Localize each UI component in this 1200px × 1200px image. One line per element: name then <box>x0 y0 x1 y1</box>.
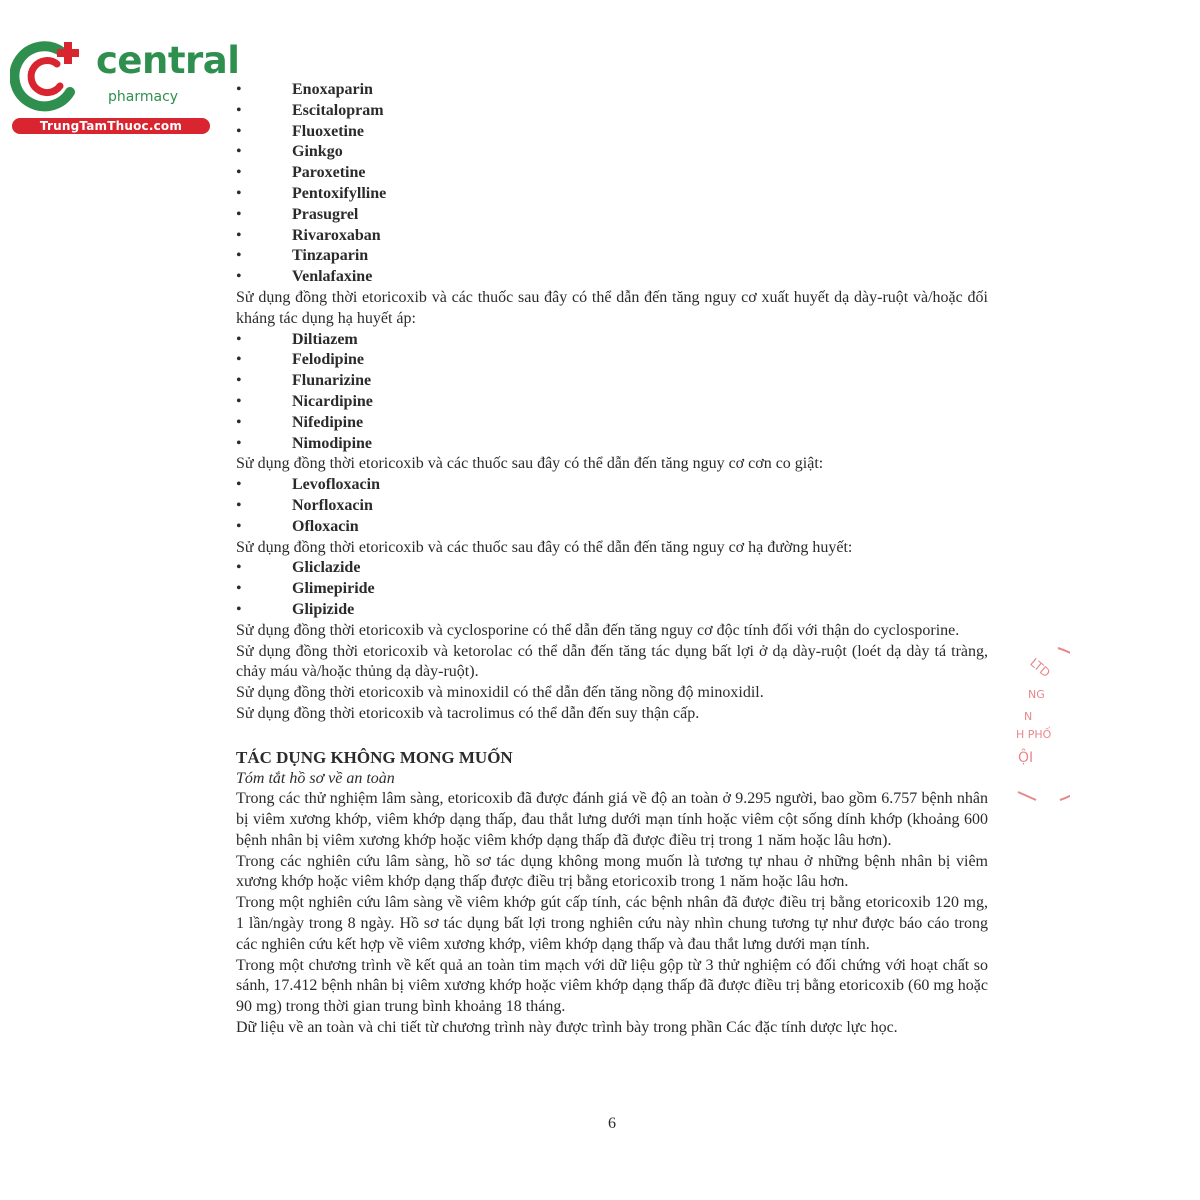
drug-name: Nicardipine <box>292 392 373 410</box>
drug-name: Enoxaparin <box>292 81 373 98</box>
stamp-text-3: N <box>1024 710 1033 723</box>
drug-name: Glipizide <box>292 600 355 618</box>
bullet-icon: • <box>236 496 242 514</box>
drug-name: Fluoxetine <box>292 122 364 140</box>
bullet-icon: • <box>236 330 242 348</box>
stamp-text-5: ỘI <box>1018 750 1034 766</box>
list-item <box>236 246 988 267</box>
drug-name: Diltiazem <box>292 330 358 348</box>
list-item <box>236 330 988 351</box>
drug-name: Gliclazide <box>292 559 361 577</box>
drug-name: Ginkgo <box>292 143 343 161</box>
drug-list-seizure <box>236 475 988 537</box>
bullet-icon: • <box>236 205 242 223</box>
central-pharmacy-logo[interactable] <box>10 38 240 138</box>
bullet-icon: • <box>236 81 242 98</box>
drug-list-hypoglycemia <box>236 558 988 620</box>
bullet-icon: • <box>236 517 242 535</box>
document-body <box>236 80 988 1039</box>
drug-list-hypotension <box>236 330 988 455</box>
seal-stamp <box>1010 640 1070 810</box>
bullet-icon: • <box>236 372 242 390</box>
bullet-icon: • <box>236 268 242 286</box>
paragraph-tacrolimus: Sử dụng đồng thời etoricoxib và tacrolimus có thể dẫn đến suy thận cấp. <box>236 704 700 722</box>
bullet-icon: • <box>236 413 242 431</box>
stamp-text-2: NG <box>1028 688 1045 701</box>
list-item <box>236 371 988 392</box>
logo-subtitle: pharmacy <box>108 89 179 105</box>
drug-name: Glimepiride <box>292 580 375 598</box>
bullet-icon: • <box>236 580 242 598</box>
list-item <box>236 600 988 621</box>
bullet-icon: • <box>236 164 242 182</box>
drug-name: Felodipine <box>292 351 365 369</box>
drug-name: Rivaroxaban <box>292 226 381 244</box>
logo-url: TrungTamThuoc.com <box>12 118 210 134</box>
paragraph-bleeding-risk: Sử dụng đồng thời etoricoxib và các thuốc sau đây có thể dẫn đến tăng nguy cơ xuất huyết dạ dày-ruột và/hoặc đối kháng tác dụng hạ huyết áp: <box>236 288 988 327</box>
bullet-icon: • <box>236 434 242 452</box>
bullet-icon: • <box>236 392 242 410</box>
list-item <box>236 205 988 226</box>
paragraph-long-term: Trong các nghiên cứu lâm sàng, hồ sơ tác dụng không mong muốn là tương tự nhau ở những bệnh nhân bị viêm xương khớp hoặc viêm khớp dạng thấp được điều trị bằng etoricoxib trong 1 năm hoặc lâu hơn. <box>236 852 988 891</box>
paragraph-ketorolac: Sử dụng đồng thời etoricoxib và ketorolac có thể dẫn đến tăng tác dụng bất lợi ở dạ dày-ruột (loét dạ dày tá tràng, chảy máu và/hoặc thủng dạ dày-ruột). <box>236 642 988 681</box>
page-number: 6 <box>608 1115 616 1132</box>
drug-name: Ofloxacin <box>292 517 359 535</box>
drug-name: Venlafaxine <box>292 268 373 286</box>
logo-name: central <box>96 39 240 82</box>
paragraph-minoxidil: Sử dụng đồng thời etoricoxib và minoxidil có thể dẫn đến tăng nồng độ minoxidil. <box>236 684 764 702</box>
list-item <box>236 392 988 413</box>
list-item <box>236 558 988 579</box>
bullet-icon: • <box>236 351 242 369</box>
paragraph-cv-program: Trong một chương trình về kết quả an toàn tim mạch với dữ liệu gộp từ 3 thử nghiệm có đối chứng với hoạt chất so sánh, 17.412 bệnh nhân bị viêm xương khớp hoặc viêm khớp dạng thấp đã được điều trị bằng etoricoxib (60 mg hoặc 90 mg) trong thời gian trung bình khoảng 18 tháng. <box>236 956 988 1016</box>
paragraph-safety-trials: Trong các thử nghiệm lâm sàng, etoricoxib đã được đánh giá về độ an toàn ở 9.295 người, bao gồm 6.757 bệnh nhân bị viêm xương khớp, viêm khớp dạng thấp, đau thắt lưng dưới mạn tính hoặc viêm cột sống dính khớp (khoảng 600 bệnh nhân bị viêm xương khớp hoặc viêm khớp dạng thấp đã được điều trị trong 1 năm hoặc lâu hơn). <box>236 790 988 849</box>
list-item <box>236 184 988 205</box>
list-item <box>236 579 988 600</box>
paragraph-cyclosporine: Sử dụng đồng thời etoricoxib và cyclosporine có thể dẫn đến tăng nguy cơ độc tính đối với thận do cyclosporine. <box>236 621 960 639</box>
list-item <box>236 142 988 163</box>
list-item <box>236 413 988 434</box>
bullet-icon: • <box>236 143 242 161</box>
bullet-icon: • <box>236 476 242 494</box>
stamp-text-4: H PHỐ <box>1016 728 1052 741</box>
drug-name: Nimodipine <box>292 434 373 452</box>
list-item <box>236 517 988 538</box>
list-item <box>236 101 988 122</box>
list-item <box>236 80 988 101</box>
stamp-text-1: LTD <box>1027 655 1053 681</box>
list-item <box>236 434 988 455</box>
bullet-icon: • <box>236 600 242 618</box>
bullet-icon: • <box>236 184 242 202</box>
list-item <box>236 267 988 288</box>
drug-name: Paroxetine <box>292 164 366 182</box>
paragraph-gout-study: Trong một nghiên cứu lâm sàng về viêm khớp gút cấp tính, các bệnh nhân đã được điều trị bằng etoricoxib 120 mg, 1 lần/ngày trong 8 ngày. Hồ sơ tác dụng bất lợi trong nghiên cứu này nhìn chung tương tự như được báo cáo trong các nghiên cứu kết hợp về viêm xương khớp, viêm khớp dạng thấp và đau thắt lưng dưới mạn tính. <box>236 894 988 953</box>
drug-name: Prasugrel <box>292 205 359 223</box>
drug-name: Tinzaparin <box>292 247 369 265</box>
bullet-icon: • <box>236 226 242 244</box>
bullet-icon: • <box>236 247 242 265</box>
section-heading: TÁC DỤNG KHÔNG MONG MUỐN <box>236 747 513 767</box>
section-subheading: Tóm tắt hồ sơ về an toàn <box>236 769 395 787</box>
paragraph-hypoglycemia-risk: Sử dụng đồng thời etoricoxib và các thuốc sau đây có thể dẫn đến tăng nguy cơ hạ đường huyết: <box>236 538 853 556</box>
list-item <box>236 163 988 184</box>
bullet-icon: • <box>236 122 242 140</box>
paragraph-reference: Dữ liệu về an toàn và chi tiết từ chương trình này được trình bày trong phần Các đặc tính dược lực học. <box>236 1019 898 1037</box>
pharmacy-cross-icon <box>10 38 88 116</box>
bullet-icon: • <box>236 559 242 577</box>
drug-name: Flunarizine <box>292 372 372 390</box>
bullet-icon: • <box>236 101 242 119</box>
list-item <box>236 350 988 371</box>
list-item <box>236 226 988 247</box>
drug-name: Pentoxifylline <box>292 184 387 202</box>
list-item <box>236 475 988 496</box>
drug-name: Escitalopram <box>292 101 384 119</box>
drug-name: Norfloxacin <box>292 496 373 514</box>
drug-list-bleeding <box>236 80 988 288</box>
paragraph-seizure-risk: Sử dụng đồng thời etoricoxib và các thuốc sau đây có thể dẫn đến tăng nguy cơ cơn co giật: <box>236 455 824 473</box>
list-item <box>236 122 988 143</box>
drug-name: Levofloxacin <box>292 476 380 494</box>
drug-name: Nifedipine <box>292 413 364 431</box>
list-item <box>236 496 988 517</box>
